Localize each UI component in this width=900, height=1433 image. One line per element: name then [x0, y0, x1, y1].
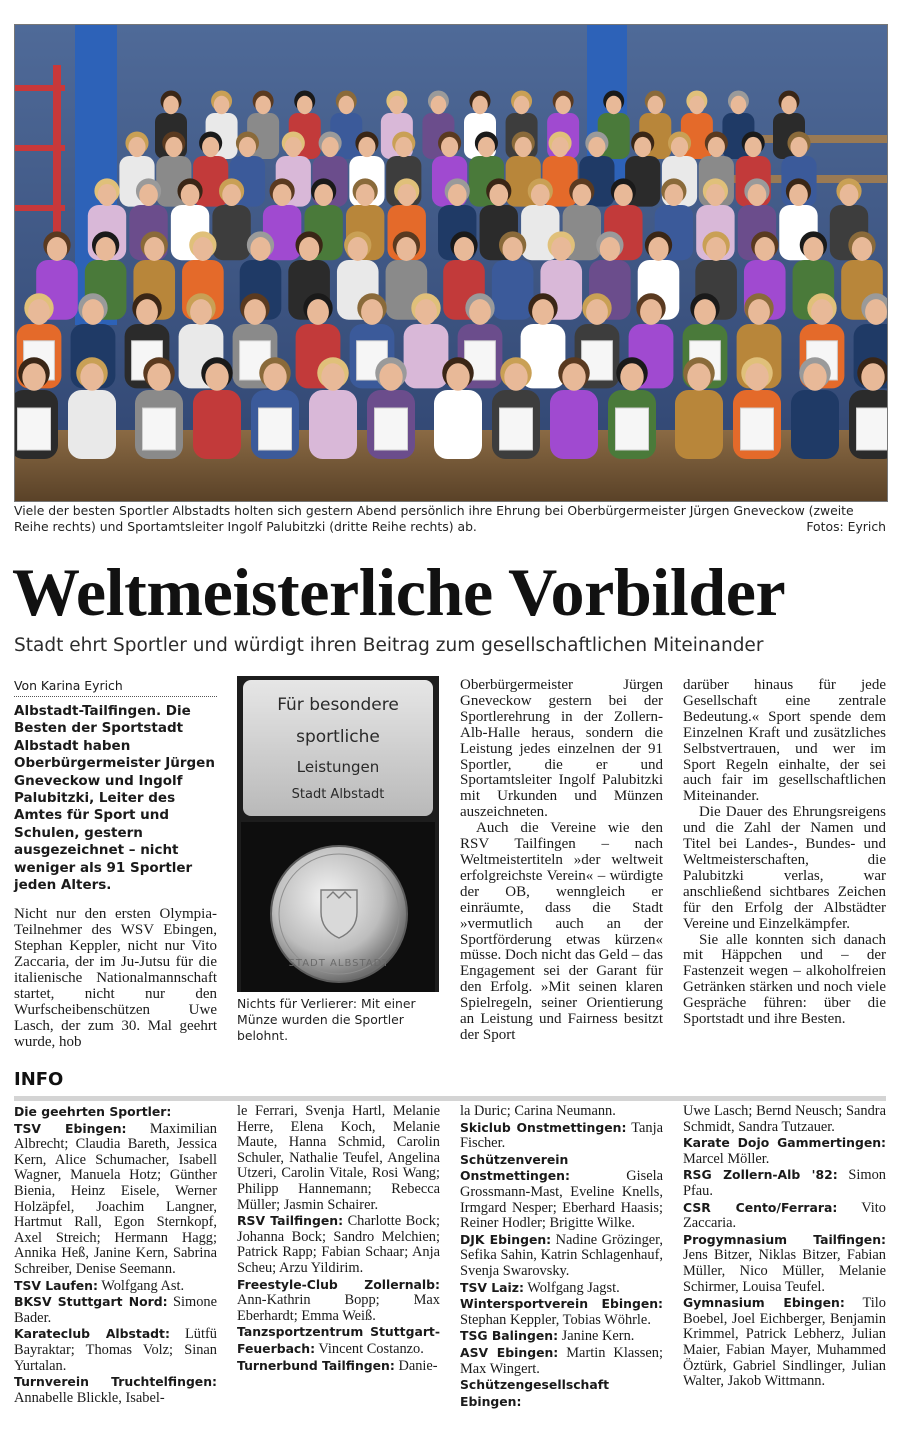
athlete-names: Marcel Möller.: [683, 1150, 770, 1167]
athlete-names: le Ferrari, Svenja Hartl, Melanie Herre, Elena Koch, Melanie Maute, Hanna Schmid, Carolin Schuler, Nathalie Teufel, Angelina Utzeri, Carolin Vitale, Rosi Wang; Philipp Hannemann; Rebecca Müller; Jasmin Schairer.: [237, 1103, 440, 1213]
club-name: Turnerbund Tailfingen:: [237, 1357, 395, 1373]
article-paragraph: Oberbürgermeister Jürgen Gneveckow gestern bei der Sportlerehrung in der Zollern-Alb-Halle heraus, sondern die Leistung jedes einzelnen der 91 Sportler, die er und Sportamtsleiter Ingolf Palubitzki mit Urkunden und Münzen auszeichneten.: [460, 677, 663, 821]
athlete-names: Jens Bitzer, Niklas Bitzer, Fabian Müller, Nico Müller, Melanie Schirmer, Louisa Teufel.: [683, 1247, 886, 1295]
people-rows: [15, 91, 887, 460]
athlete-names: Janine Kern.: [561, 1328, 635, 1345]
medal-caption: Nichts für Verlierer: Mit einer Münze wurden die Sportler belohnt.: [237, 996, 416, 1043]
medal-inscription-line-4: Stadt Albstadt: [291, 787, 385, 802]
article-lead: Albstadt-Tailfingen. Die Besten der Sportstadt Albstadt haben Oberbürgermeister Jürgen Gneveckow und Ingolf Palubitzki, Leiter des Amtes für Sport und Schulen, gestern ausgezeichnet – nicht weniger als 91 Sportler jeden Alters.: [14, 703, 215, 894]
article-column-3: [460, 678, 663, 1044]
coin-text: STADT ALBSTADT: [288, 958, 390, 969]
article-column-1: [14, 678, 217, 1051]
athlete-names: Uwe Lasch; Bernd Neusch; Sandra Schmidt, Sandra Tutzauer.: [683, 1103, 886, 1135]
club-name: CSR Cento/Ferrara:: [683, 1199, 838, 1215]
athlete-names: Nadine Grözinger, Sefika Sahin, Katrin Schlagenhauf, Svenja Swarovsky.: [460, 1231, 663, 1279]
article-paragraph: Die Dauer des Ehrungsreigens und die Zahl der Namen und Titel bei Landes-, Bundes- und Weltmeisterschaften, die Palubitzki verlas, war anschließend sichtbares Zeichen für den Erfolg der Albstädter Vereine und Einzelkämpfer.: [683, 804, 886, 932]
athlete-names: Wolfgang Jagst.: [527, 1279, 620, 1296]
club-name: TSV Laufen:: [14, 1277, 98, 1293]
article-headline: Weltmeisterliche Vorbilder: [12, 554, 786, 630]
club-name: TSV Laiz:: [460, 1279, 524, 1295]
athlete-names: la Duric; Carina Neumann.: [460, 1103, 616, 1119]
athlete-names: Charlotte Bock; Johanna Bock; Sandro Melchien; Patrick Rapp; Fabian Schaar; Anja Scheu; Arzu Yildirim.: [237, 1213, 440, 1276]
group-photo: [14, 24, 888, 502]
athlete-names: Lütfü Bayraktar; Thomas Volz; Sinan Yurtalan.: [14, 1326, 217, 1374]
athlete-names: Ann-Kathrin Bopp; Max Eberhardt; Emma Weiß.: [237, 1292, 440, 1324]
athlete-names: Tilo Boebel, Joel Eichberger, Benjamin Krimmel, Patrick Lebherz, Julian Maier, Fabian Mayer, Muhammed Öztürk, Gabriel Sindlinger, Julian Walter, Jakob Wittmann.: [683, 1295, 886, 1390]
article-paragraph: Nicht nur den ersten Olympia-Teilnehmer des WSV Ebingen, Stephan Keppler, nicht nur Vito Zaccaria, der im Ju-Jutsu für die italienische Nationalmannschaft startet, nicht nur den Wurfscheibenschützen Uwe Lasch, der zum 30. Mal geehrt wurde, hob: [14, 906, 217, 1050]
club-name: Schützengesellschaft Ebingen:: [460, 1377, 610, 1409]
athlete-names: Stephan Keppler, Tobias Wöhrle.: [460, 1311, 651, 1328]
athlete-names: Maximilian Albrecht; Claudia Bareth, Jessica Kern, Alice Schumacher, Isabell Wagner, Manuela Hotz; Günther Bienia, Heinz Eisele, Werner Holzäpfel, Joachim Langner, Hartmut Rall, Egon Sternkopf, Axel Streich; Hermann Hagg; Annika Heß, Janine Kern, Sabrina Schreiber, Denise Seemann.: [14, 1120, 217, 1277]
athlete-names: Martin Klassen; Max Wingert.: [460, 1344, 663, 1377]
club-name: Gymnasium Ebingen:: [683, 1295, 845, 1311]
club-name: Karate Dojo Gammertingen:: [683, 1135, 886, 1151]
info-column-3: [460, 1104, 663, 1410]
athlete-names: Annabelle Blickle, Isabel-: [14, 1389, 165, 1406]
article-paragraph: Sie alle konnten sich danach mit Häppchen und – der Fastenzeit wegen – alkoholfreien Getränken stärken und noch viele Gespräche führen: über die Sportstadt und ihre Besten.: [683, 931, 886, 1028]
club-name: Karateclub Albstadt:: [14, 1326, 170, 1342]
info-column-1: [14, 1104, 217, 1406]
club-name: Progymnasium Tailfingen:: [683, 1231, 886, 1247]
athlete-names: Vincent Costanzo.: [318, 1340, 424, 1357]
club-name: RSV Tailfingen:: [237, 1213, 344, 1229]
club-name: Schützenverein Onstmettingen:: [460, 1151, 570, 1184]
club-name: Freestyle-Club Zollernalb:: [237, 1276, 440, 1292]
photo-caption-text: Viele der besten Sportler Albstadts holten sich gestern Abend persönlich ihre Ehrung bei Oberbürgermeister Jürgen Gneveckow (zweite Reihe rechts) und Sportamtsleiter Ingolf Palubitzki (dritte Reihe rechts) ab.: [14, 503, 854, 534]
athlete-names: Tanja Fischer.: [460, 1119, 663, 1152]
club-name: ASV Ebingen:: [460, 1344, 559, 1360]
club-name: Die geehrten Sportler:: [14, 1104, 172, 1119]
athlete-names: Simone Bader.: [14, 1294, 217, 1326]
medal-inscription-line-2: sportliche: [296, 727, 380, 747]
photo-caption: [14, 503, 886, 535]
info-column-4: [683, 1104, 886, 1390]
article-paragraph: darüber hinaus für jede Gesellschaft eine zentrale Bedeutung.« Sport spende dem Einzelnen Kraft und zusätzliches Selbstvertrauen, und wer im Sport Regeln einhalte, der sei auch fair im gesellschaftlichen Miteinander.: [683, 677, 886, 805]
group-photo-image: [15, 25, 887, 501]
club-name: TSV Ebingen:: [14, 1120, 127, 1136]
club-name: Skiclub Onstmettingen:: [460, 1119, 627, 1135]
club-name: DJK Ebingen:: [460, 1231, 552, 1247]
info-column-2: [237, 1104, 440, 1374]
medal-inscription-line-3: Leistungen: [296, 758, 380, 776]
club-name: Wintersportverein Ebingen:: [460, 1296, 663, 1312]
athlete-names: Wolfgang Ast.: [101, 1277, 185, 1294]
club-name: Turnverein Truchtelfingen:: [14, 1374, 217, 1390]
article-paragraph: Auch die Vereine wie den RSV Tailfingen – nach Weltmeistertiteln »der weltweit erfolgreichste Verein« – würdigte der OB, wenngleich er einräumte, dass die Stadt »vermutlich auch an der Sportförderung etwas kürzen« müsse. Doch nicht das Geld – das Engagement sei der Garant für den Erfolg. »Mit seinen klaren Spielregeln, seiner Orientierung an Leistung und Fairness besitzt der Sport: [460, 820, 663, 1043]
athlete-names: Gisela Grossmann-Mast, Eveline Knells, Irmgard Nesper; Eberhard Haasis; Reiner Hodler; Brigitte Wilke.: [460, 1168, 663, 1232]
athlete-names: Simon Pfau.: [683, 1167, 886, 1199]
club-name: TSG Balingen:: [460, 1328, 559, 1344]
athlete-names: Danie-: [398, 1357, 438, 1374]
club-name: Tanzsportzentrum Stuttgart-Feuerbach:: [237, 1324, 440, 1356]
info-box-header: [14, 1066, 886, 1101]
article-column-4: [683, 678, 886, 1028]
medal-inscription-line-1: Für besondere: [277, 695, 399, 715]
medal-photo: [237, 676, 439, 992]
byline: Von Karina Eyrich: [14, 678, 217, 697]
club-name: RSG Zollern-Alb '82:: [683, 1167, 838, 1183]
photo-credit: Fotos: Eyrich: [806, 519, 886, 534]
athlete-names: Vito Zaccaria.: [683, 1199, 886, 1232]
article-subheadline: Stadt ehrt Sportler und würdigt ihren Beitrag zum gesellschaftlichen Miteinander: [14, 635, 764, 656]
info-box-title: INFO: [14, 1069, 64, 1090]
medal-photo-image: [237, 676, 439, 992]
club-name: BKSV Stuttgart Nord:: [14, 1294, 168, 1310]
